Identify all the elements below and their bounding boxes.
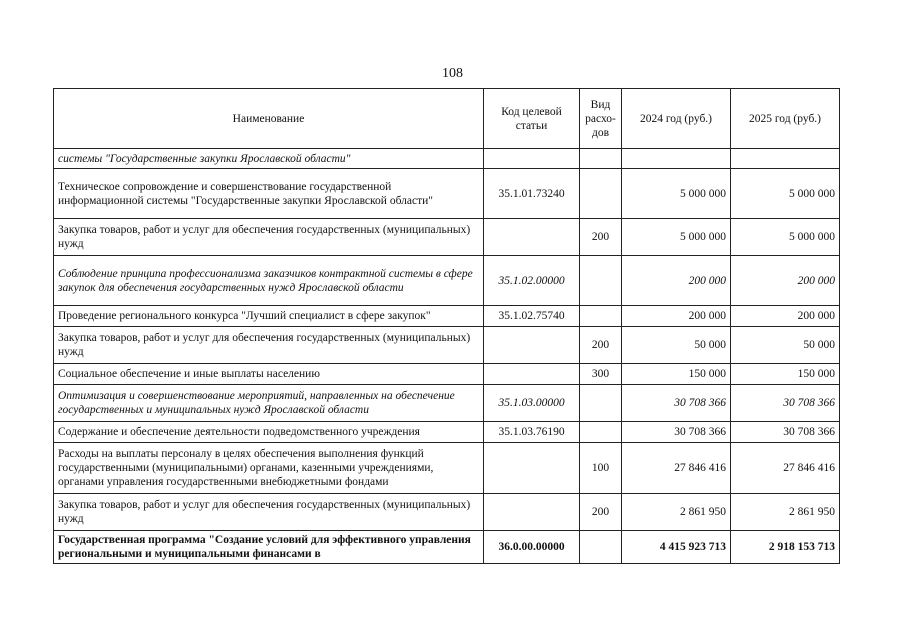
row-2025-cell: 2 918 153 713 (731, 531, 840, 564)
row-expense-type-cell (580, 385, 622, 422)
row-expense-type-cell (580, 169, 622, 219)
row-2024-cell: 200 000 (622, 306, 731, 327)
row-2025-cell: 27 846 416 (731, 443, 840, 494)
row-name-cell: Расходы на выплаты персоналу в целях обеспечения выполнения функций государственными (муниципальными) органами, казенными учреждениями, органами управления государственными внебюджетными фондами (54, 443, 484, 494)
row-2024-cell: 5 000 000 (622, 169, 731, 219)
row-code-cell (484, 494, 580, 531)
row-expense-type-cell (580, 422, 622, 443)
row-2025-cell: 30 708 366 (731, 422, 840, 443)
row-2025-cell: 5 000 000 (731, 169, 840, 219)
row-name-cell: Содержание и обеспечение деятельности подведомственного учреждения (54, 422, 484, 443)
row-name-cell: Социальное обеспечение и иные выплаты населению (54, 364, 484, 385)
row-code-cell (484, 219, 580, 256)
row-2024-cell: 5 000 000 (622, 219, 731, 256)
table-row (54, 494, 840, 531)
row-expense-type-cell (580, 306, 622, 327)
header-name: Наименование (54, 89, 484, 149)
row-expense-type-cell (580, 256, 622, 306)
row-code-cell (484, 149, 580, 169)
row-2025-cell: 200 000 (731, 306, 840, 327)
table-row (54, 219, 840, 256)
budget-table (53, 88, 840, 564)
table-row (54, 169, 840, 219)
table-row (54, 443, 840, 494)
header-year-2025: 2025 год (руб.) (731, 89, 840, 149)
row-code-cell: 35.1.03.00000 (484, 385, 580, 422)
row-2024-cell: 50 000 (622, 327, 731, 364)
row-name-cell: Закупка товаров, работ и услуг для обеспечения государственных (муниципальных) нужд (54, 327, 484, 364)
row-expense-type-cell: 100 (580, 443, 622, 494)
table-row (54, 422, 840, 443)
row-2024-cell: 200 000 (622, 256, 731, 306)
row-name-cell: системы "Государственные закупки Ярославской области" (54, 149, 484, 169)
row-2024-cell: 150 000 (622, 364, 731, 385)
header-year-2024: 2024 год (руб.) (622, 89, 731, 149)
row-2024-cell: 27 846 416 (622, 443, 731, 494)
table-body (54, 149, 840, 564)
table-row (54, 531, 840, 564)
row-code-cell (484, 364, 580, 385)
row-2024-cell: 2 861 950 (622, 494, 731, 531)
table-row (54, 327, 840, 364)
table-header-row (54, 89, 840, 149)
row-expense-type-cell (580, 149, 622, 169)
table-row (54, 385, 840, 422)
row-code-cell: 35.1.03.76190 (484, 422, 580, 443)
row-2025-cell: 5 000 000 (731, 219, 840, 256)
row-code-cell: 35.1.02.75740 (484, 306, 580, 327)
table-row (54, 149, 840, 169)
row-name-cell: Закупка товаров, работ и услуг для обеспечения государственных (муниципальных) нужд (54, 219, 484, 256)
row-2025-cell: 50 000 (731, 327, 840, 364)
row-2025-cell: 2 861 950 (731, 494, 840, 531)
row-code-cell (484, 327, 580, 364)
row-2025-cell: 200 000 (731, 256, 840, 306)
table-row (54, 256, 840, 306)
row-name-cell: Оптимизация и совершенствование мероприятий, направленных на обеспечение государственных и муниципальных нужд Ярославской области (54, 385, 484, 422)
header-expense-type: Вид расхо-дов (580, 89, 622, 149)
table-row (54, 306, 840, 327)
row-expense-type-cell: 200 (580, 219, 622, 256)
row-name-cell: Соблюдение принципа профессионализма заказчиков контрактной системы в сфере закупок для обеспечения государственных нужд Ярославской области (54, 256, 484, 306)
row-code-cell (484, 443, 580, 494)
row-2024-cell: 30 708 366 (622, 385, 731, 422)
row-name-cell: Закупка товаров, работ и услуг для обеспечения государственных (муниципальных) нужд (54, 494, 484, 531)
row-name-cell: Техническое сопровождение и совершенствование государственной информационной системы "Государственные закупки Ярославской области" (54, 169, 484, 219)
row-code-cell: 35.1.01.73240 (484, 169, 580, 219)
row-name-cell: Проведение регионального конкурса "Лучший специалист в сфере закупок" (54, 306, 484, 327)
row-2024-cell: 4 415 923 713 (622, 531, 731, 564)
row-2025-cell: 30 708 366 (731, 385, 840, 422)
page-number: 108 (442, 66, 463, 81)
row-2025-cell (731, 149, 840, 169)
row-2025-cell: 150 000 (731, 364, 840, 385)
row-code-cell: 36.0.00.00000 (484, 531, 580, 564)
row-name-cell: Государственная программа "Создание условий для эффективного управления региональными и муниципальными финансами в (54, 531, 484, 564)
row-2024-cell (622, 149, 731, 169)
row-code-cell: 35.1.02.00000 (484, 256, 580, 306)
row-expense-type-cell (580, 531, 622, 564)
row-expense-type-cell: 200 (580, 494, 622, 531)
row-2024-cell: 30 708 366 (622, 422, 731, 443)
header-code: Код целевой статьи (484, 89, 580, 149)
row-expense-type-cell: 300 (580, 364, 622, 385)
table-row (54, 364, 840, 385)
row-expense-type-cell: 200 (580, 327, 622, 364)
